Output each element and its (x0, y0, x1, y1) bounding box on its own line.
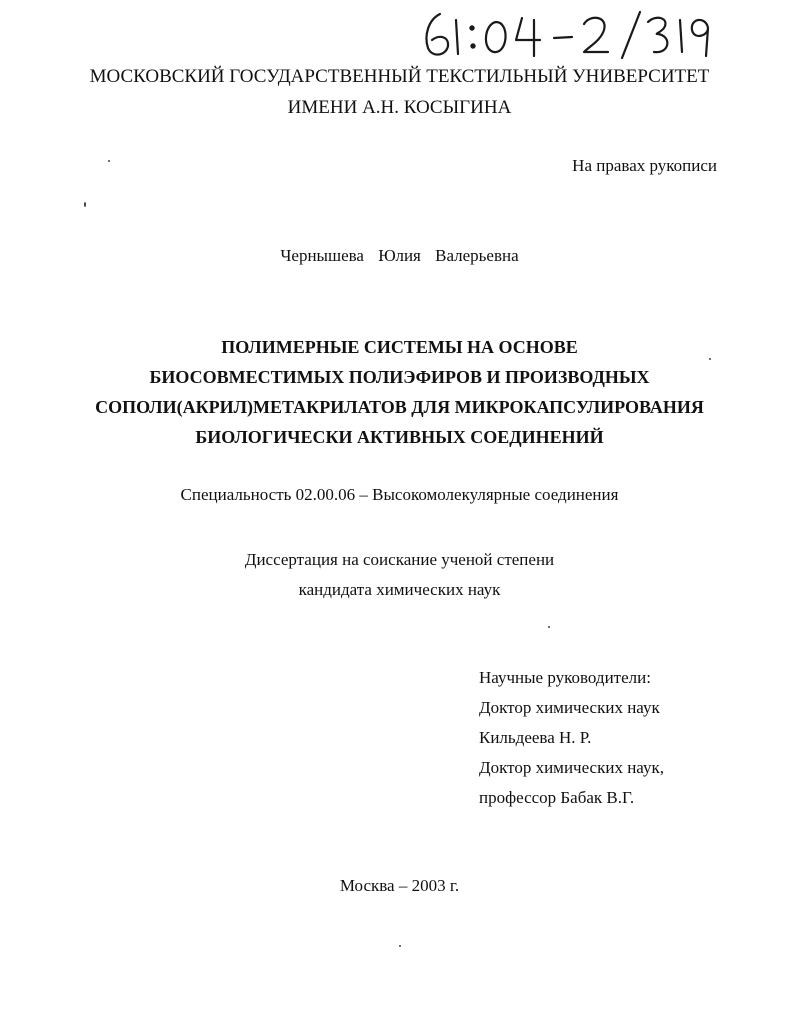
title-line: ПОЛИМЕРНЫЕ СИСТЕМЫ НА ОСНОВЕ (221, 337, 578, 357)
dissertation-title (0, 332, 799, 452)
supervisor-line: Доктор химических наук, (479, 758, 664, 777)
specialty: Специальность 02.00.06 – Высокомолекулярные соединения (180, 485, 619, 504)
scan-speck (709, 358, 711, 360)
degree-line-1: Диссертация на соискание ученой степени (244, 550, 555, 569)
city-year: Москва – 2003 г. (339, 876, 460, 895)
scan-speck (84, 202, 86, 207)
supervisors-block (479, 663, 664, 813)
degree-line-2: кандидата химических наук (298, 580, 501, 599)
degree-statement (0, 545, 799, 605)
scan-speck (108, 160, 110, 162)
manuscript-rights: На правах рукописи (572, 156, 717, 175)
handwritten-archive-code (418, 6, 718, 62)
supervisors-heading: Научные руководители: (479, 668, 651, 687)
title-line: БИОЛОГИЧЕСКИ АКТИВНЫХ СОЕДИНЕНИЙ (195, 427, 604, 447)
scan-speck (548, 626, 550, 628)
scan-speck (399, 945, 401, 947)
author-name: Чернышева Юлия Валерьевна (280, 246, 519, 265)
title-line: БИОСОВМЕСТИМЫХ ПОЛИЭФИРОВ И ПРОИЗВОДНЫХ (149, 367, 650, 387)
supervisor-line: Кильдеева Н. Р. (479, 728, 592, 747)
institution-line-1: МОСКОВСКИЙ ГОСУДАРСТВЕННЫЙ ТЕКСТИЛЬНЫЙ УНИВЕРСИТЕТ (89, 66, 710, 87)
supervisor-line: профессор Бабак В.Г. (479, 788, 635, 807)
title-line: СОПОЛИ(АКРИЛ)МЕТАКРИЛАТОВ ДЛЯ МИКРОКАПСУЛИРОВАНИЯ (95, 397, 704, 417)
institution-line-2: ИМЕНИ А.Н. КОСЫГИНА (287, 97, 512, 118)
supervisor-line: Доктор химических наук (479, 698, 660, 717)
